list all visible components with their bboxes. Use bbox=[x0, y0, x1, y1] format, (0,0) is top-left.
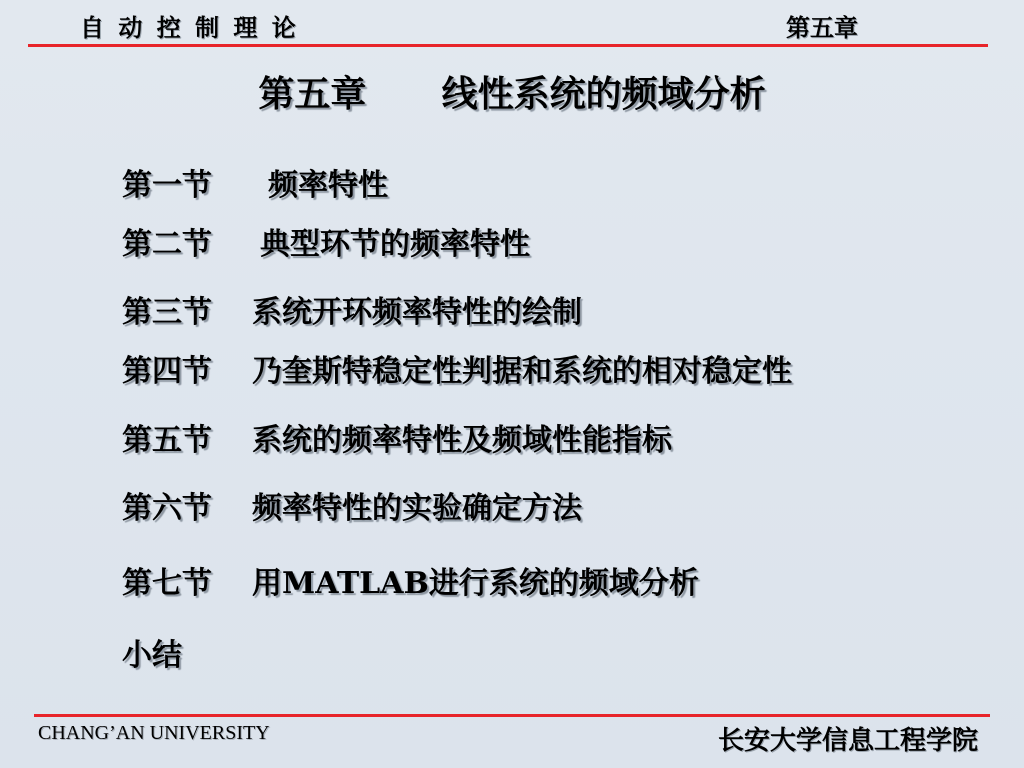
toc-item-title: 系统的频率特性及频域性能指标 bbox=[252, 423, 672, 458]
toc-item[interactable] bbox=[122, 346, 792, 390]
toc-item-title: 频率特性的实验确定方法 bbox=[252, 491, 582, 526]
toc-item-title: 乃奎斯特稳定性判据和系统的相对稳定性 bbox=[252, 354, 792, 389]
toc-item[interactable] bbox=[122, 558, 699, 602]
chapter-label: 第五章 bbox=[786, 13, 858, 42]
slide-title: 第五章 线性系统的频域分析 bbox=[258, 73, 766, 115]
toc-item-number: 第六节 bbox=[122, 491, 212, 526]
toc-item[interactable] bbox=[122, 160, 388, 204]
toc-item-title: 典型环节的频率特性 bbox=[260, 227, 530, 262]
toc-item[interactable] bbox=[122, 630, 182, 674]
toc-item[interactable] bbox=[122, 415, 672, 459]
toc-item[interactable] bbox=[122, 483, 582, 527]
toc-item-number: 第七节 bbox=[122, 566, 212, 601]
toc-item[interactable] bbox=[122, 287, 582, 331]
toc-item-number: 第五节 bbox=[122, 423, 212, 458]
toc-item-number: 第一节 bbox=[122, 168, 212, 203]
table-of-contents bbox=[122, 0, 1002, 700]
toc-item-number: 第二节 bbox=[122, 227, 212, 262]
toc-item-number: 小结 bbox=[122, 638, 182, 673]
toc-item-title: 系统开环频率特性的绘制 bbox=[252, 295, 582, 330]
toc-item-title: 频率特性 bbox=[268, 168, 388, 203]
toc-item-number: 第三节 bbox=[122, 295, 212, 330]
toc-item-title: 用MATLAB进行系统的频域分析 bbox=[252, 566, 699, 601]
university-name: CHANG’AN UNIVERSITY bbox=[38, 722, 270, 744]
school-name: 长安大学信息工程学院 bbox=[717, 726, 978, 756]
bottom-divider bbox=[34, 714, 990, 717]
toc-item-number: 第四节 bbox=[122, 354, 212, 389]
toc-item[interactable] bbox=[122, 219, 530, 263]
course-name: 自 动 控 制 理 论 bbox=[80, 13, 299, 42]
